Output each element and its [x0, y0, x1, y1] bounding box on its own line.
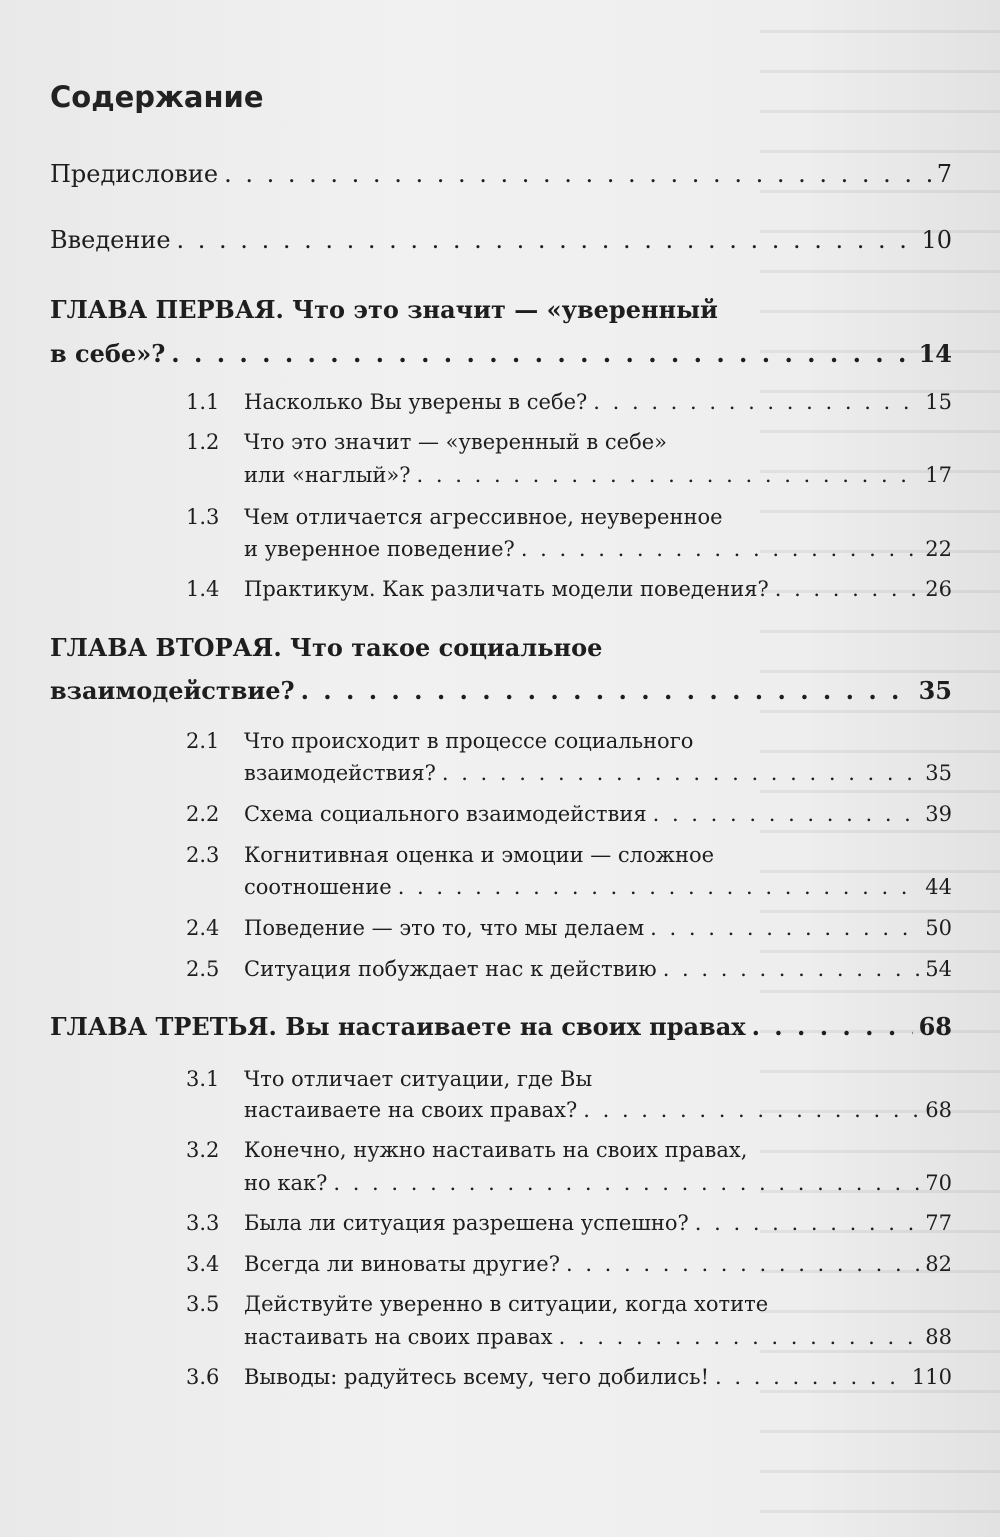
toc-entry-1-2 [186, 430, 952, 454]
page-number: 39 [925, 802, 952, 826]
toc-entry-preface [50, 160, 952, 188]
section-number: 3.6 [186, 1365, 220, 1389]
dot-leader [333, 1171, 919, 1195]
toc-entry-1-3 [186, 505, 952, 529]
page-number: 26 [925, 577, 952, 601]
entry-text: настаиваете на своих правах? [244, 1098, 578, 1122]
page-number: 50 [925, 916, 952, 940]
entry-text: Была ли ситуация разрешена успешно? [244, 1211, 689, 1235]
toc-entry-1-2-cont [186, 463, 952, 487]
dot-leader [224, 160, 931, 188]
toc-entry-2-1-cont [186, 761, 952, 785]
entry-text: Что отличает ситуации, где Вы [244, 1067, 593, 1091]
entry-text: Насколько Вы уверены в себе? [244, 390, 588, 414]
page-number: 10 [921, 226, 952, 254]
entry-text: Введение [50, 226, 171, 254]
page-number: 15 [925, 390, 952, 414]
dot-leader [695, 1211, 920, 1235]
dot-leader [650, 916, 919, 940]
toc-entry-introduction [50, 226, 952, 254]
toc-entry-3-6 [186, 1365, 952, 1389]
section-number: 3.1 [186, 1067, 220, 1091]
section-number: 2.3 [186, 843, 220, 867]
page-number: 44 [925, 875, 952, 899]
page-number: 35 [918, 676, 952, 705]
page-number: 7 [936, 160, 952, 188]
page-number: 35 [925, 761, 952, 785]
chapter-1-title [50, 295, 952, 324]
dot-leader [775, 577, 920, 601]
toc-entry-3-5-cont [186, 1325, 952, 1349]
dot-leader [398, 875, 920, 899]
entry-text: Ситуация побуждает нас к действию [244, 957, 657, 981]
dot-leader [171, 339, 912, 368]
entry-text: настаивать на своих правах [244, 1325, 553, 1349]
entry-text: Когнитивная оценка и эмоции — сложное [244, 843, 715, 867]
page-number: 77 [925, 1211, 952, 1235]
entry-text: Схема социального взаимодействия [244, 802, 647, 826]
section-number: 2.1 [186, 729, 220, 753]
dot-leader [653, 802, 920, 826]
section-number: 2.5 [186, 957, 220, 981]
page-number: 70 [925, 1171, 952, 1195]
chapter-1-title-cont [50, 339, 952, 368]
section-number: 3.2 [186, 1138, 220, 1162]
toc-entry-3-5 [186, 1292, 952, 1316]
entry-text: ГЛАВА ВТОРАЯ. Что такое социальное [50, 633, 603, 662]
entry-text: Выводы: радуйтесь всему, чего добились! [244, 1365, 710, 1389]
toc-entry-3-1 [186, 1067, 952, 1091]
chapter-2-title [50, 633, 952, 662]
dot-leader [663, 957, 920, 981]
page-number: 110 [911, 1365, 952, 1389]
toc-entry-2-3 [186, 843, 952, 867]
dot-leader [417, 463, 920, 487]
chapter-2-title-cont [50, 676, 952, 705]
section-number: 1.4 [186, 577, 220, 601]
entry-text: ГЛАВА ТРЕТЬЯ. Вы настаиваете на своих правах [50, 1012, 746, 1041]
toc-entry-3-2-cont [186, 1171, 952, 1195]
section-number: 1.1 [186, 390, 220, 414]
toc-entry-2-1 [186, 729, 952, 753]
entry-text: Конечно, нужно настаивать на своих правах, [244, 1138, 748, 1162]
section-number: 2.4 [186, 916, 220, 940]
toc-entry-2-3-cont [186, 875, 952, 899]
entry-text: Практикум. Как различать модели поведения? [244, 577, 769, 601]
page-number: 88 [925, 1325, 952, 1349]
page-number: 82 [925, 1252, 952, 1276]
toc-entry-3-1-cont [186, 1098, 952, 1122]
page-number: 17 [925, 463, 952, 487]
page-number: 68 [918, 1012, 952, 1041]
dot-leader [715, 1365, 906, 1389]
entry-text: взаимодействия? [244, 761, 436, 785]
toc-entry-1-3-cont [186, 537, 952, 561]
entry-text: Поведение — это то, что мы делаем [244, 916, 645, 940]
section-number: 3.4 [186, 1252, 220, 1276]
dot-leader [593, 390, 919, 414]
section-number: 2.2 [186, 802, 220, 826]
dot-leader [521, 537, 919, 561]
chapter-3-title [50, 1012, 952, 1041]
dot-leader [301, 676, 913, 705]
page-title: Содержание [50, 80, 264, 114]
toc-entry-2-4 [186, 916, 952, 940]
entry-text: Чем отличается агрессивное, неуверенное [244, 505, 723, 529]
dot-leader [583, 1098, 919, 1122]
toc-entry-3-4 [186, 1252, 952, 1276]
entry-text: соотношение [244, 875, 392, 899]
section-number: 1.3 [186, 505, 220, 529]
page-number: 14 [918, 339, 952, 368]
page-number: 68 [925, 1098, 952, 1122]
entry-text: Всегда ли виноваты другие? [244, 1252, 560, 1276]
entry-text: Что происходит в процессе социального [244, 729, 694, 753]
toc-entry-2-2 [186, 802, 952, 826]
entry-text: или «наглый»? [244, 463, 411, 487]
entry-text: в себе»? [50, 339, 166, 368]
toc-entry-2-5 [186, 957, 952, 981]
dot-leader [177, 226, 916, 254]
toc-entry-1-1 [186, 390, 952, 414]
entry-text: Предисловие [50, 160, 219, 188]
entry-text: взаимодействие? [50, 676, 295, 705]
toc-entry-1-4 [186, 577, 952, 601]
entry-text: Что это значит — «уверенный в себе» [244, 430, 667, 454]
dot-leader [752, 1012, 913, 1041]
dot-leader [559, 1325, 920, 1349]
section-number: 3.5 [186, 1292, 220, 1316]
page-number: 54 [925, 957, 952, 981]
page-number: 22 [925, 537, 952, 561]
entry-text: ГЛАВА ПЕРВАЯ. Что это значит — «уверенный [50, 295, 718, 324]
toc-entry-3-2 [186, 1138, 952, 1162]
toc-entry-3-3 [186, 1211, 952, 1235]
dot-leader [566, 1252, 919, 1276]
section-number: 1.2 [186, 430, 220, 454]
entry-text: но как? [244, 1171, 328, 1195]
dot-leader [442, 761, 919, 785]
section-number: 3.3 [186, 1211, 220, 1235]
entry-text: Действуйте уверенно в ситуации, когда хотите [244, 1292, 769, 1316]
entry-text: и уверенное поведение? [244, 537, 515, 561]
